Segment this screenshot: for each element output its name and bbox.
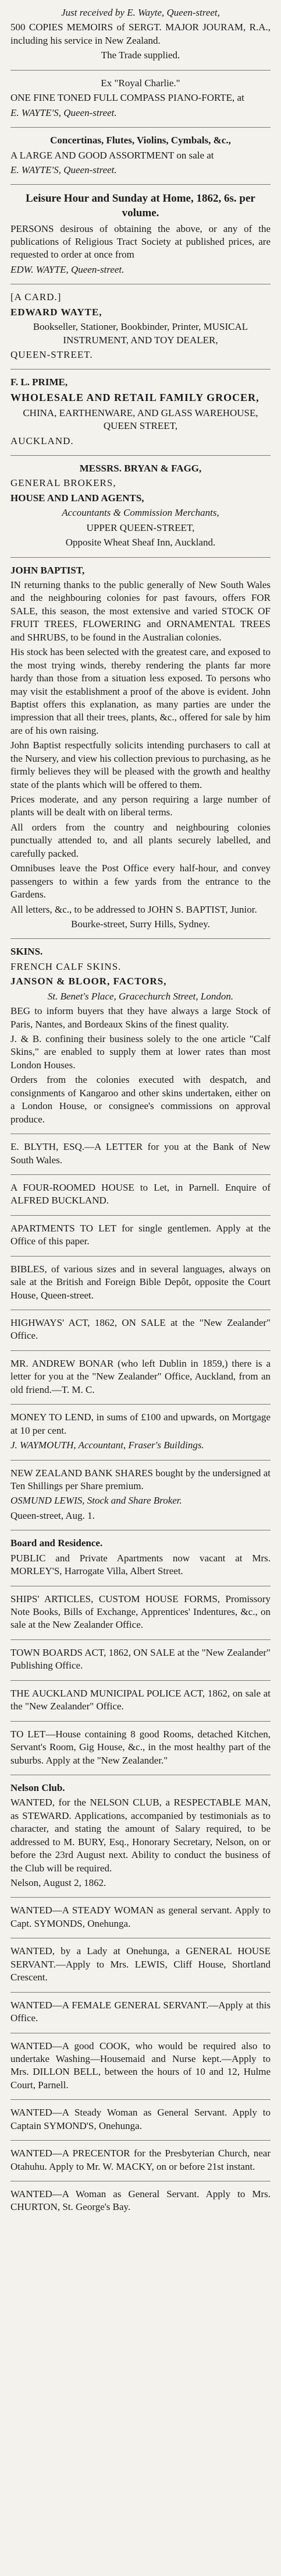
ad-bryan-fagg — [10, 456, 271, 558]
ad-body: E. BLYTH, ESQ.—A LETTER for you at the Bank of New South Wales. — [10, 1141, 271, 1166]
ad-paragraph: BEG to inform buyers that they have always a large Stock of Paris, Nantes, and Bordeaux Skins of the finest quality. — [10, 1005, 271, 1030]
ad-wanted-symonds — [10, 1898, 271, 1938]
ad-body: ONE FINE TONED FULL COMPASS PIANO-FORTE, at — [10, 92, 244, 104]
ad-signature: J. WAYMOUTH, Accountant, Fraser's Buildings. — [10, 1440, 204, 1451]
ad-dateline: Queen-street, Aug. 1. — [10, 1509, 95, 1521]
ad-police-act — [10, 1681, 271, 1722]
ad-body: WANTED, for the NELSON CLUB, a RESPECTABLE MAN, as STEWARD. Applications, accompanied by testimonials as to character, and stating the amount of Salary required, to be addressed to M. BURY, Esq., Honorary Secretary, Nelson, on or before the 23rd August next. Ability to conduct the business of the Club will be required. — [10, 1797, 271, 1874]
ad-bonar-letter — [10, 1351, 271, 1405]
ad-heading: EDWARD WAYTE, — [10, 306, 102, 318]
ad-body: WANTED—A Steady Woman as General Servant. Apply to Captain SYMOND'S, Onehunga. — [10, 2107, 271, 2131]
ad-wayte-card — [10, 284, 271, 369]
ad-body: BIBLES, of various sizes and in several languages, always on sale at the British and Foreign Bible Depôt, opposite the Court House, Queen-street. — [10, 1263, 271, 1301]
ad-body: SHIPS' ARTICLES, CUSTOM HOUSE FORMS, Promissory Note Books, Bills of Exchange, Apprentices' Indentures, &c., on sale at the New Zealander Office. — [10, 1593, 271, 1631]
ad-paragraph: John Baptist respectfully solicits intending purchasers to call at the Nursery, and view his collection previous to purchasing, as he firmly believes they will be pleased with the growth and healthy state of the plants which will be offered to them. — [10, 740, 271, 790]
ad-heading: MESSRS. BRYAN & FAGG, — [79, 462, 202, 474]
ad-heading: F. L. PRIME, — [10, 376, 68, 388]
ad-body: WANTED—A STEADY WOMAN as general servant. Apply to Capt. SYMONDS, Onehunga. — [10, 1905, 271, 1929]
ad-paragraph: Omnibuses leave the Post Office every half-hour, and convey passengers to within a few yards from the entrance to the Gardens. — [10, 863, 271, 900]
ad-instruments — [10, 128, 271, 185]
ad-subheading: GENERAL BROKERS, — [10, 477, 116, 489]
ad-four-roomed-house — [10, 1175, 271, 1216]
ad-heading: Leisure Hour and Sunday at Home, 1862, 6s. per volume. — [26, 192, 255, 220]
ad-heading: Just received by E. Wayte, Queen-street, — [61, 7, 220, 18]
ad-footer: QUEEN-STREET. — [10, 349, 93, 361]
ad-wanted-steady-woman — [10, 2100, 271, 2141]
ad-title: JANSON & BLOOR, FACTORS, — [10, 976, 167, 987]
ad-highways-act — [10, 1310, 271, 1351]
ad-paragraph: His stock has been selected with the greatest care, and exposed to the most trying winds, thereby rendering the plants far more hardy than those from a situation less exposed. To persons who may visit the establishment a proof of the above is evident. John Baptist offers this explanation, as many parties are under the impression that all their trees, plants, &c., offered for sale by him are of his own raising. — [10, 646, 271, 736]
ad-address: St. Benet's Place, Gracechurch Street, London. — [47, 990, 234, 1002]
ad-title: HOUSE AND LAND AGENTS, — [10, 492, 144, 504]
ad-apartments — [10, 1216, 271, 1257]
ad-paragraph: All orders from the country and neighbouring colonies punctually attended to, and all plants securely labelled, and carefully packed. — [10, 821, 271, 859]
ad-wanted-lewis — [10, 1938, 271, 1992]
ad-town-boards-act — [10, 1640, 271, 1681]
ad-blyth-letter — [10, 1134, 271, 1175]
ad-wanted-female-servant — [10, 1993, 271, 2033]
ad-body: TO LET—House containing 8 good Rooms, detached Kitchen, Servant's Room, Gig House, &c., in the most healthy part of the suburbs. Apply at the "New Zealander." — [10, 1728, 271, 1766]
ad-body: 500 COPIES MEMOIRS of SERGT. MAJOR JOURAM, R.A., including his service in New Zealand. — [10, 22, 271, 46]
ad-paragraph: J. & B. confining their business solely to the one article "Calf Skins," are enabled to supply them at lower rates than most London Houses. — [10, 1033, 271, 1071]
ad-paragraph: Orders from the colonies executed with despatch, and consignments of Kangaroo and other skins undertaken, either on a London House, or consignee's commissions on approval produce. — [10, 1074, 271, 1125]
ad-address: UPPER QUEEN-STREET, — [86, 522, 195, 533]
ad-nelson-club — [10, 1775, 271, 1898]
ad-wanted-cook — [10, 2033, 271, 2100]
ad-footer: The Trade supplied. — [101, 50, 180, 61]
ad-prime-grocer — [10, 369, 271, 456]
ad-body: PUBLIC and Private Apartments now vacant at Mrs. MORLEY'S, Harrogate Villa, Albert Street. — [10, 1552, 271, 1577]
ad-money-to-lend — [10, 1405, 271, 1460]
ad-paragraph: IN returning thanks to the public generally of New South Wales and the neighbouring colonies for past favours, offers FOR SALE, this season, the most extensive and varied STOCK OF FRUIT TREES, FLOWERING and ORNAMENTAL TREES and SHRUBS, to be found in the Australian colonies. — [10, 579, 271, 643]
ad-body: APARTMENTS TO LET for single gentlemen. Apply at the Office of this paper. — [10, 1222, 271, 1247]
ad-body: THE AUCKLAND MUNICIPAL POLICE ACT, 1862, on sale at the "New Zealander" Office. — [10, 1687, 271, 1712]
ad-body: WANTED—A Woman as General Servant. Apply to Mrs. CHURTON, St. George's Bay. — [10, 2188, 271, 2213]
ad-footer: Opposite Wheat Sheaf Inn, Auckland. — [65, 537, 216, 548]
ad-address: Bourke-street, Surry Hills, Sydney. — [71, 918, 210, 930]
ad-signature: E. WAYTE'S, Queen-street. — [10, 107, 117, 118]
ad-heading: Ex "Royal Charlie." — [101, 77, 180, 89]
ad-bibles — [10, 1257, 271, 1310]
ad-body: Accountants & Commission Merchants, — [62, 507, 219, 519]
ad-bank-shares — [10, 1461, 271, 1531]
ad-tag: [A CARD.] — [10, 291, 62, 303]
ad-body: CHINA, EARTHENWARE, AND GLASS WAREHOUSE, QUEEN STREET, — [23, 407, 258, 432]
ad-heading: SKINS. — [10, 946, 43, 958]
ad-wanted-churton — [10, 2181, 271, 2222]
ad-paragraph: Prices moderate, and any person requiring a large number of plants will be dealt with on liberal terms. — [10, 794, 271, 818]
ad-body: WANTED—A FEMALE GENERAL SERVANT.—Apply at this Office. — [10, 1999, 271, 2024]
ad-body: A FOUR-ROOMED HOUSE to Let, in Parnell. Enquire of ALFRED BUCKLAND. — [10, 1181, 271, 1206]
ad-body: WANTED, by a Lady at Onehunga, a GENERAL HOUSE SERVANT.—Apply to Mrs. LEWIS, Cliff House, Shortland Crescent. — [10, 1945, 271, 1983]
ad-signature: OSMUND LEWIS, Stock and Share Broker. — [10, 1495, 182, 1507]
ad-board-residence — [10, 1530, 271, 1586]
ad-body: WANTED—A PRECENTOR for the Presbyterian Church, near Otahuhu. Apply to Mr. W. MACKY, on or before 21st instant. — [10, 2148, 271, 2172]
ad-signature: EDW. WAYTE, Queen-street. — [10, 263, 125, 275]
ad-pianoforte — [10, 71, 271, 128]
ad-wanted-precentor — [10, 2141, 271, 2181]
ad-body: Bookseller, Stationer, Bookbinder, Printer, MUSICAL INSTRUMENT, AND TOY DEALER, — [33, 321, 248, 346]
ad-body: MONEY TO LEND, in sums of £100 and upwards, on Mortgage at 10 per cent. — [10, 1412, 271, 1436]
ad-signature: E. WAYTE'S, Queen-street. — [10, 164, 117, 175]
ad-house-to-let — [10, 1722, 271, 1775]
ad-ships-articles — [10, 1586, 271, 1640]
ad-heading: Nelson Club. — [10, 1782, 65, 1793]
ad-body: A LARGE AND GOOD ASSORTMENT on sale at — [10, 149, 214, 161]
ad-body: TOWN BOARDS ACT, 1862, ON SALE at the "New Zealander" Publishing Office. — [10, 1646, 271, 1671]
ad-jouram-memoirs — [10, 0, 271, 71]
ad-body: PERSONS desirous of obtaining the above, or any of the publications of Religious Tract Society at published prices, are requested to order at once from — [10, 223, 271, 261]
ad-leisure-hour — [10, 185, 271, 284]
ad-subheading: WHOLESALE AND RETAIL FAMILY GROCER, — [10, 391, 259, 403]
ad-calf-skins — [10, 939, 271, 1134]
ad-dateline: Nelson, August 2, 1862. — [10, 1877, 106, 1889]
ad-body: NEW ZEALAND BANK SHARES bought by the undersigned at Ten Shillings per Share premium. — [10, 1467, 271, 1491]
ad-john-baptist — [10, 558, 271, 939]
ad-body: HIGHWAYS' ACT, 1862, ON SALE at the "New Zealander" Office. — [10, 1317, 271, 1342]
ad-paragraph: All letters, &c., to be addressed to JOHN S. BAPTIST, Junior. — [10, 903, 257, 915]
ad-heading: JOHN BAPTIST, — [10, 564, 85, 576]
ad-body: MR. ANDREW BONAR (who left Dublin in 1859,) there is a letter for you at the "New Zealander" Office, Auckland, from an old friend.—T. M. C. — [10, 1357, 271, 1395]
ad-subheading: FRENCH CALF SKINS. — [10, 960, 122, 972]
ad-body: WANTED—A good COOK, who would be required also to undertake Washing—Housemaid and Nurse kept.—Apply to Mrs. DILLON BELL, between the hours of 10 and 12, Hulme Court, Parnell. — [10, 2040, 271, 2091]
ad-footer: AUCKLAND. — [10, 435, 74, 446]
ad-heading: Concertinas, Flutes, Violins, Cymbals, &c., — [50, 135, 231, 146]
ad-heading: Board and Residence. — [10, 1537, 103, 1549]
